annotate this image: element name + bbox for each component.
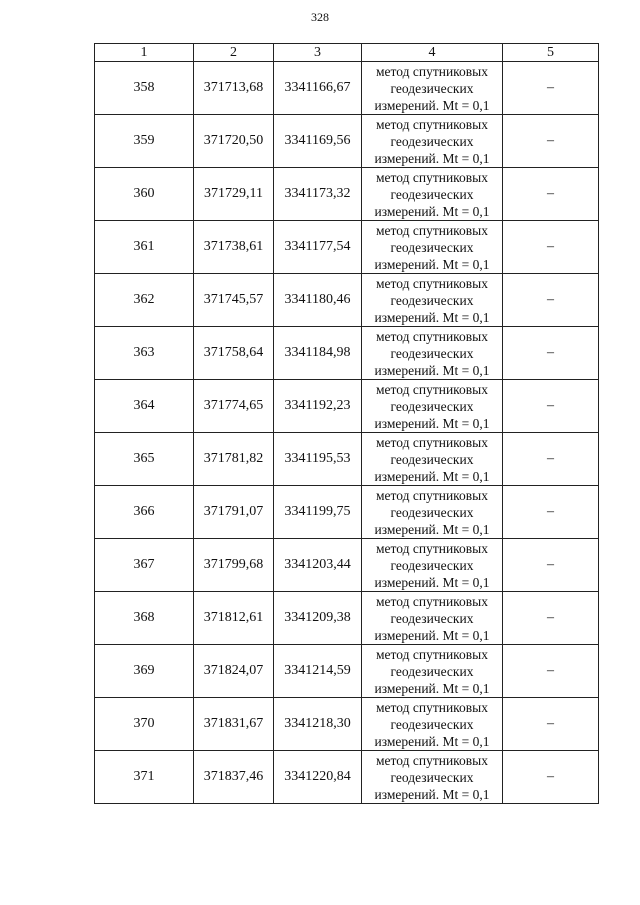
- table-row: [95, 433, 599, 486]
- method-cell: [362, 645, 503, 698]
- column-5-value: –: [503, 486, 599, 539]
- coordinate-y: 3341199,75: [274, 486, 362, 539]
- column-5-value: –: [503, 274, 599, 327]
- point-number: 364: [95, 380, 194, 433]
- table-row: [95, 221, 599, 274]
- column-5-value: –: [503, 221, 599, 274]
- method-line: измерений. Mt = 0,1: [374, 521, 490, 537]
- method-line: геодезических: [390, 133, 474, 149]
- method-line: измерений. Mt = 0,1: [374, 256, 490, 272]
- table-row: [95, 327, 599, 380]
- method-line: геодезических: [390, 186, 474, 202]
- point-number: 367: [95, 539, 194, 592]
- method-line: метод спутниковых: [376, 169, 488, 185]
- method-line: измерений. Mt = 0,1: [374, 786, 490, 802]
- point-number: 363: [95, 327, 194, 380]
- table-row: [95, 168, 599, 221]
- header-row: [95, 44, 599, 62]
- method-line: метод спутниковых: [376, 487, 488, 503]
- column-header-1: 1: [95, 44, 194, 62]
- coordinate-x: 371824,07: [194, 645, 274, 698]
- table-row: [95, 592, 599, 645]
- method-line: метод спутниковых: [376, 434, 488, 450]
- method-line: геодезических: [390, 398, 474, 414]
- coordinate-y: 3341220,84: [274, 751, 362, 804]
- method-line: геодезических: [390, 663, 474, 679]
- table-row: [95, 380, 599, 433]
- method-cell: [362, 486, 503, 539]
- method-cell: [362, 698, 503, 751]
- method-line: геодезических: [390, 769, 474, 785]
- point-number: 360: [95, 168, 194, 221]
- method-line: метод спутниковых: [376, 593, 488, 609]
- coordinate-y: 3341177,54: [274, 221, 362, 274]
- column-5-value: –: [503, 62, 599, 115]
- coordinate-y: 3341209,38: [274, 592, 362, 645]
- method-line: измерений. Mt = 0,1: [374, 97, 490, 113]
- point-number: 365: [95, 433, 194, 486]
- method-line: метод спутниковых: [376, 63, 488, 79]
- column-header-3: 3: [274, 44, 362, 62]
- method-cell: [362, 380, 503, 433]
- coordinate-x: 371799,68: [194, 539, 274, 592]
- coordinate-x: 371837,46: [194, 751, 274, 804]
- method-line: метод спутниковых: [376, 381, 488, 397]
- coordinate-y: 3341180,46: [274, 274, 362, 327]
- point-number: 366: [95, 486, 194, 539]
- method-line: геодезических: [390, 716, 474, 732]
- column-5-value: –: [503, 433, 599, 486]
- method-line: геодезических: [390, 80, 474, 96]
- coordinate-x: 371831,67: [194, 698, 274, 751]
- page-number: 328: [311, 10, 329, 24]
- coordinate-y: 3341203,44: [274, 539, 362, 592]
- column-5-value: –: [503, 645, 599, 698]
- table-row: [95, 274, 599, 327]
- column-5-value: –: [503, 327, 599, 380]
- coordinate-x: 371812,61: [194, 592, 274, 645]
- coordinate-x: 371791,07: [194, 486, 274, 539]
- table-row: [95, 539, 599, 592]
- method-line: измерений. Mt = 0,1: [374, 733, 490, 749]
- column-5-value: –: [503, 115, 599, 168]
- point-number: 370: [95, 698, 194, 751]
- table-row: [95, 486, 599, 539]
- point-number: 369: [95, 645, 194, 698]
- method-line: измерений. Mt = 0,1: [374, 468, 490, 484]
- point-number: 358: [95, 62, 194, 115]
- point-number: 362: [95, 274, 194, 327]
- method-line: геодезических: [390, 610, 474, 626]
- method-line: измерений. Mt = 0,1: [374, 627, 490, 643]
- coordinate-x: 371738,61: [194, 221, 274, 274]
- method-line: метод спутниковых: [376, 540, 488, 556]
- method-line: геодезических: [390, 504, 474, 520]
- method-cell: [362, 433, 503, 486]
- column-5-value: –: [503, 592, 599, 645]
- coordinate-x: 371729,11: [194, 168, 274, 221]
- column-5-value: –: [503, 380, 599, 433]
- coordinate-y: 3341195,53: [274, 433, 362, 486]
- coordinate-x: 371781,82: [194, 433, 274, 486]
- coordinate-y: 3341184,98: [274, 327, 362, 380]
- method-line: метод спутниковых: [376, 328, 488, 344]
- method-line: геодезических: [390, 345, 474, 361]
- method-line: измерений. Mt = 0,1: [374, 150, 490, 166]
- table-row: [95, 751, 599, 804]
- coordinate-y: 3341192,23: [274, 380, 362, 433]
- column-5-value: –: [503, 539, 599, 592]
- method-line: метод спутниковых: [376, 222, 488, 238]
- method-line: измерений. Mt = 0,1: [374, 415, 490, 431]
- column-header-4: 4: [362, 44, 503, 62]
- column-5-value: –: [503, 168, 599, 221]
- table-row: [95, 698, 599, 751]
- method-line: измерений. Mt = 0,1: [374, 362, 490, 378]
- coordinates-table: [94, 43, 599, 804]
- column-header-5: 5: [503, 44, 599, 62]
- method-line: измерений. Mt = 0,1: [374, 309, 490, 325]
- column-header-2: 2: [194, 44, 274, 62]
- method-line: метод спутниковых: [376, 752, 488, 768]
- point-number: 361: [95, 221, 194, 274]
- method-cell: [362, 115, 503, 168]
- method-cell: [362, 327, 503, 380]
- method-line: измерений. Mt = 0,1: [374, 203, 490, 219]
- method-line: измерений. Mt = 0,1: [374, 574, 490, 590]
- table-body: [95, 62, 599, 804]
- table-row: [95, 62, 599, 115]
- coordinate-y: 3341218,30: [274, 698, 362, 751]
- method-cell: [362, 592, 503, 645]
- column-5-value: –: [503, 751, 599, 804]
- method-cell: [362, 274, 503, 327]
- coordinate-x: 371774,65: [194, 380, 274, 433]
- method-line: измерений. Mt = 0,1: [374, 680, 490, 696]
- method-cell: [362, 168, 503, 221]
- column-5-value: –: [503, 698, 599, 751]
- table-row: [95, 115, 599, 168]
- coordinate-x: 371713,68: [194, 62, 274, 115]
- point-number: 359: [95, 115, 194, 168]
- point-number: 368: [95, 592, 194, 645]
- method-line: геодезических: [390, 451, 474, 467]
- coordinate-x: 371745,57: [194, 274, 274, 327]
- method-cell: [362, 62, 503, 115]
- method-line: метод спутниковых: [376, 116, 488, 132]
- method-line: метод спутниковых: [376, 275, 488, 291]
- table-row: [95, 645, 599, 698]
- method-cell: [362, 221, 503, 274]
- coordinate-y: 3341166,67: [274, 62, 362, 115]
- coordinate-y: 3341173,32: [274, 168, 362, 221]
- method-cell: [362, 539, 503, 592]
- method-line: метод спутниковых: [376, 699, 488, 715]
- coordinate-x: 371720,50: [194, 115, 274, 168]
- method-line: геодезических: [390, 239, 474, 255]
- coordinate-y: 3341214,59: [274, 645, 362, 698]
- method-line: геодезических: [390, 292, 474, 308]
- method-cell: [362, 751, 503, 804]
- coordinate-y: 3341169,56: [274, 115, 362, 168]
- method-line: геодезических: [390, 557, 474, 573]
- point-number: 371: [95, 751, 194, 804]
- coordinate-x: 371758,64: [194, 327, 274, 380]
- method-line: метод спутниковых: [376, 646, 488, 662]
